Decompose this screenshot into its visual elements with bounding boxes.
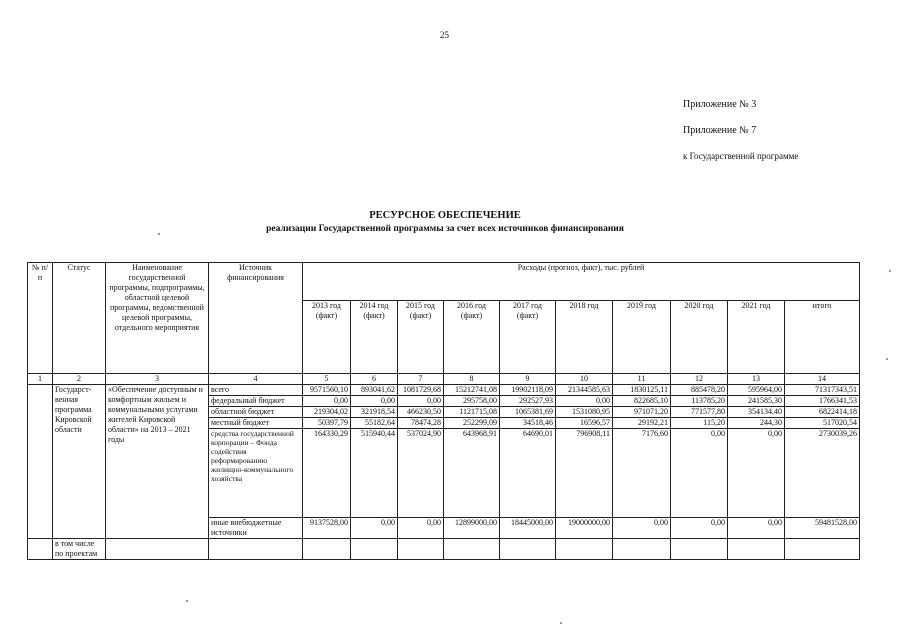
value-cell: 971071,20 [613,407,671,418]
program-name: «Обеспечение доступным и комфортным жильем и коммунальными услугами жителей Кировской области» на 2013 – 2021 годы [106,385,209,539]
value-cell: 78474,28 [398,418,444,429]
value-cell: 0,00 [398,396,444,407]
header-name: Наименование государственной программы, подпрограммы, областной целевой программы, ведомственной целевой программы, отдельного мероприятия [106,263,209,374]
total-cell: 517020,54 [785,418,860,429]
value-cell: 0,00 [728,518,785,539]
column-number: 13 [728,374,785,385]
header-year: 2019 год [613,301,671,374]
header-year: 2013 год (факт) [303,301,351,374]
value-cell: 9137528,00 [303,518,351,539]
value-cell: 1081729,68 [398,385,444,396]
column-number: 4 [209,374,303,385]
column-number: 5 [303,374,351,385]
total-cell: 71317343,51 [785,385,860,396]
value-cell: 0,00 [398,518,444,539]
column-number: 2 [53,374,106,385]
empty-cell [444,539,500,560]
header-year: 2021 год [728,301,785,374]
value-cell: 0,00 [303,396,351,407]
header-year: 2017 год (факт) [500,301,556,374]
value-cell: 50397,79 [303,418,351,429]
empty-cell [398,539,444,560]
value-cell: 466230,50 [398,407,444,418]
column-number: 11 [613,374,671,385]
value-cell: 643968,91 [444,429,500,518]
table-row [28,539,860,560]
header-year: 2015 год (факт) [398,301,444,374]
header-status: Статус [53,263,106,374]
resource-table [27,262,860,560]
empty-cell [785,539,860,560]
total-cell: 6822414,18 [785,407,860,418]
value-cell: 354134,40 [728,407,785,418]
value-cell: 16596,57 [556,418,613,429]
value-cell: 295758,00 [444,396,500,407]
column-number: 12 [671,374,728,385]
row-num-cell [28,539,53,560]
empty-cell [556,539,613,560]
empty-cell [671,539,728,560]
header-year: 2018 год [556,301,613,374]
source-cell: средства государственной корпорации – Фонда содействия реформированию жилищно-коммунального хозяйства [209,429,303,518]
value-cell: 21344585,63 [556,385,613,396]
scan-speck [560,622,562,624]
page-number: 25 [440,30,449,40]
annex-line-1: Приложение № 3 [683,99,757,110]
value-cell: 19902118,09 [500,385,556,396]
source-cell: областной бюджет [209,407,303,418]
scan-speck [889,270,891,272]
program-status: Государст-венная программа Кировской области [53,385,106,539]
value-cell: 893041,62 [351,385,398,396]
column-number: 14 [785,374,860,385]
value-cell: 292527,93 [500,396,556,407]
value-cell: 1830125,11 [613,385,671,396]
column-number: 7 [398,374,444,385]
source-cell: местный бюджет [209,418,303,429]
column-numbers-row [28,374,860,385]
row-num-cell [28,385,53,539]
empty-cell [106,539,209,560]
value-cell: 885478,20 [671,385,728,396]
value-cell: 164330,29 [303,429,351,518]
total-cell: 1766341,53 [785,396,860,407]
value-cell: 0,00 [613,518,671,539]
column-number: 9 [500,374,556,385]
value-cell: 537024,90 [398,429,444,518]
value-cell: 113785,20 [671,396,728,407]
value-cell: 29192,21 [613,418,671,429]
empty-cell [500,539,556,560]
document-title: РЕСУРСНОЕ ОБЕСПЕЧЕНИЕ [369,210,521,221]
empty-cell [613,539,671,560]
value-cell: 18445000,00 [500,518,556,539]
empty-cell [303,539,351,560]
total-cell: 2730039,26 [785,429,860,518]
source-cell: федеральный бюджет [209,396,303,407]
column-number: 3 [106,374,209,385]
value-cell: 1531080,95 [556,407,613,418]
value-cell: 771577,80 [671,407,728,418]
value-cell: 244,30 [728,418,785,429]
value-cell: 0,00 [671,429,728,518]
value-cell: 7176,60 [613,429,671,518]
header-year: 2020 год [671,301,728,374]
table-row [28,385,860,396]
value-cell: 0,00 [556,396,613,407]
value-cell: 0,00 [351,518,398,539]
header-total: итого [785,301,860,374]
value-cell: 115,20 [671,418,728,429]
value-cell: 0,00 [351,396,398,407]
value-cell: 822685,10 [613,396,671,407]
document-subtitle: реализации Государственной программы за счет всех источников финансирования [266,224,624,234]
value-cell: 1121715,08 [444,407,500,418]
column-number: 6 [351,374,398,385]
value-cell: 15212741,08 [444,385,500,396]
value-cell: 0,00 [728,429,785,518]
annex-line-2: Приложение № 7 [683,125,757,136]
column-number: 10 [556,374,613,385]
value-cell: 12899000,00 [444,518,500,539]
value-cell: 9571560,10 [303,385,351,396]
value-cell: 796908,11 [556,429,613,518]
value-cell: 595964,00 [728,385,785,396]
value-cell: 241585,30 [728,396,785,407]
value-cell: 34518,46 [500,418,556,429]
value-cell: 321918,54 [351,407,398,418]
empty-cell [351,539,398,560]
value-cell: 19000000,00 [556,518,613,539]
subrow-status: в том числе по проектам [53,539,106,560]
scan-speck [640,300,642,302]
header-year: 2016 год (факт) [444,301,500,374]
value-cell: 219304,02 [303,407,351,418]
value-cell: 515940,44 [351,429,398,518]
scan-speck [886,358,888,360]
header-expenses: Расходы (прогноз, факт), тыс. рублей [303,263,860,301]
column-number: 1 [28,374,53,385]
source-cell: всего [209,385,303,396]
scan-speck [158,233,160,235]
table-header-row [28,263,860,301]
value-cell: 55182,64 [351,418,398,429]
annex-line-3: к Государственной программе [683,151,799,161]
scan-speck [186,600,188,602]
value-cell: 0,00 [671,518,728,539]
source-cell: иные внебюджетные источники [209,518,303,539]
column-number: 8 [444,374,500,385]
value-cell: 1065381,69 [500,407,556,418]
value-cell: 64690,01 [500,429,556,518]
value-cell: 252299,09 [444,418,500,429]
header-year: 2014 год (факт) [351,301,398,374]
header-num: № п/п [28,263,53,374]
empty-cell [209,539,303,560]
header-source: Источник финансирования [209,263,303,374]
total-cell: 59481528,00 [785,518,860,539]
empty-cell [728,539,785,560]
